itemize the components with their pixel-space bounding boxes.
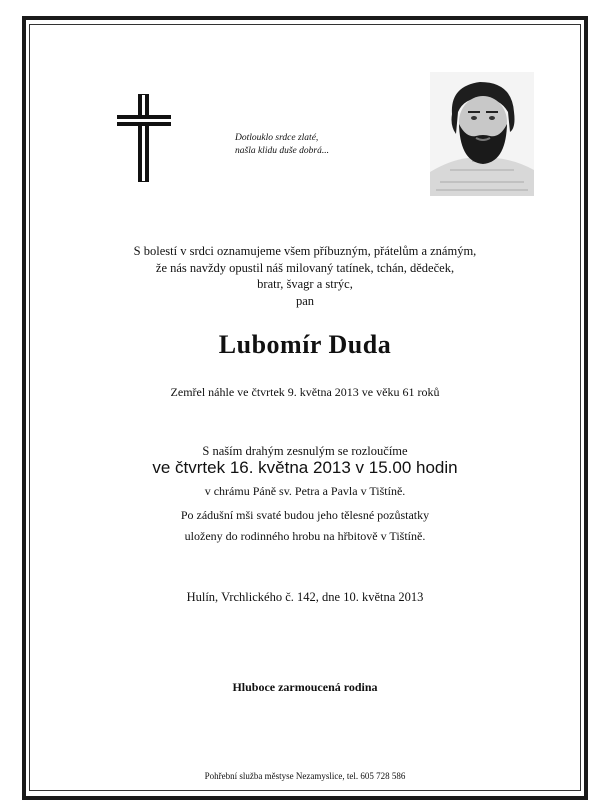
- farewell-date-time: ve čtvrtek 16. května 2013 v 15.00 hodin: [152, 458, 458, 477]
- intro-line: že nás navždy opustil náš milovaný tatínek, tchán, dědeček,: [155, 260, 455, 275]
- farewell-lead: S naším drahým zesnulým se rozloučíme: [202, 444, 408, 458]
- portrait-photo: [430, 72, 534, 196]
- burial-line: Po zádušní mši svaté budou jeho tělesné pozůstatky: [180, 508, 430, 522]
- farewell-place: v chrámu Páně sv. Petra a Pavla v Tištíně.: [204, 484, 406, 498]
- burial-info: [60, 505, 550, 547]
- intro-line: bratr, švagr a strýc,: [257, 277, 353, 291]
- cross-icon: [117, 94, 171, 182]
- burial-line: uloženy do rodinného hrobu na hřbitově v Tištíně.: [184, 529, 426, 543]
- address-date: Hulín, Vrchlického č. 142, dne 10. května 2013: [186, 590, 424, 604]
- motto-line: našla klidu duše dobrá...: [235, 146, 329, 156]
- motto: [235, 132, 395, 158]
- family-signature: Hluboce zarmoucená rodina: [232, 680, 378, 694]
- deceased-name: Lubomír Duda: [218, 330, 392, 359]
- funeral-service-footer: Pohřební služba městyse Nezamyslice, tel. 605 728 586: [204, 771, 406, 781]
- motto-line: Dotlouklo srdce zlaté,: [235, 133, 319, 143]
- announcement-intro: [60, 243, 550, 309]
- intro-line: pan: [295, 293, 315, 308]
- intro-line: S bolestí v srdci oznamujeme všem příbuzným, přátelům a známým,: [133, 244, 477, 258]
- death-notice: Zemřel náhle ve čtvrtek 9. května 2013 ve věku 61 roků: [170, 385, 440, 399]
